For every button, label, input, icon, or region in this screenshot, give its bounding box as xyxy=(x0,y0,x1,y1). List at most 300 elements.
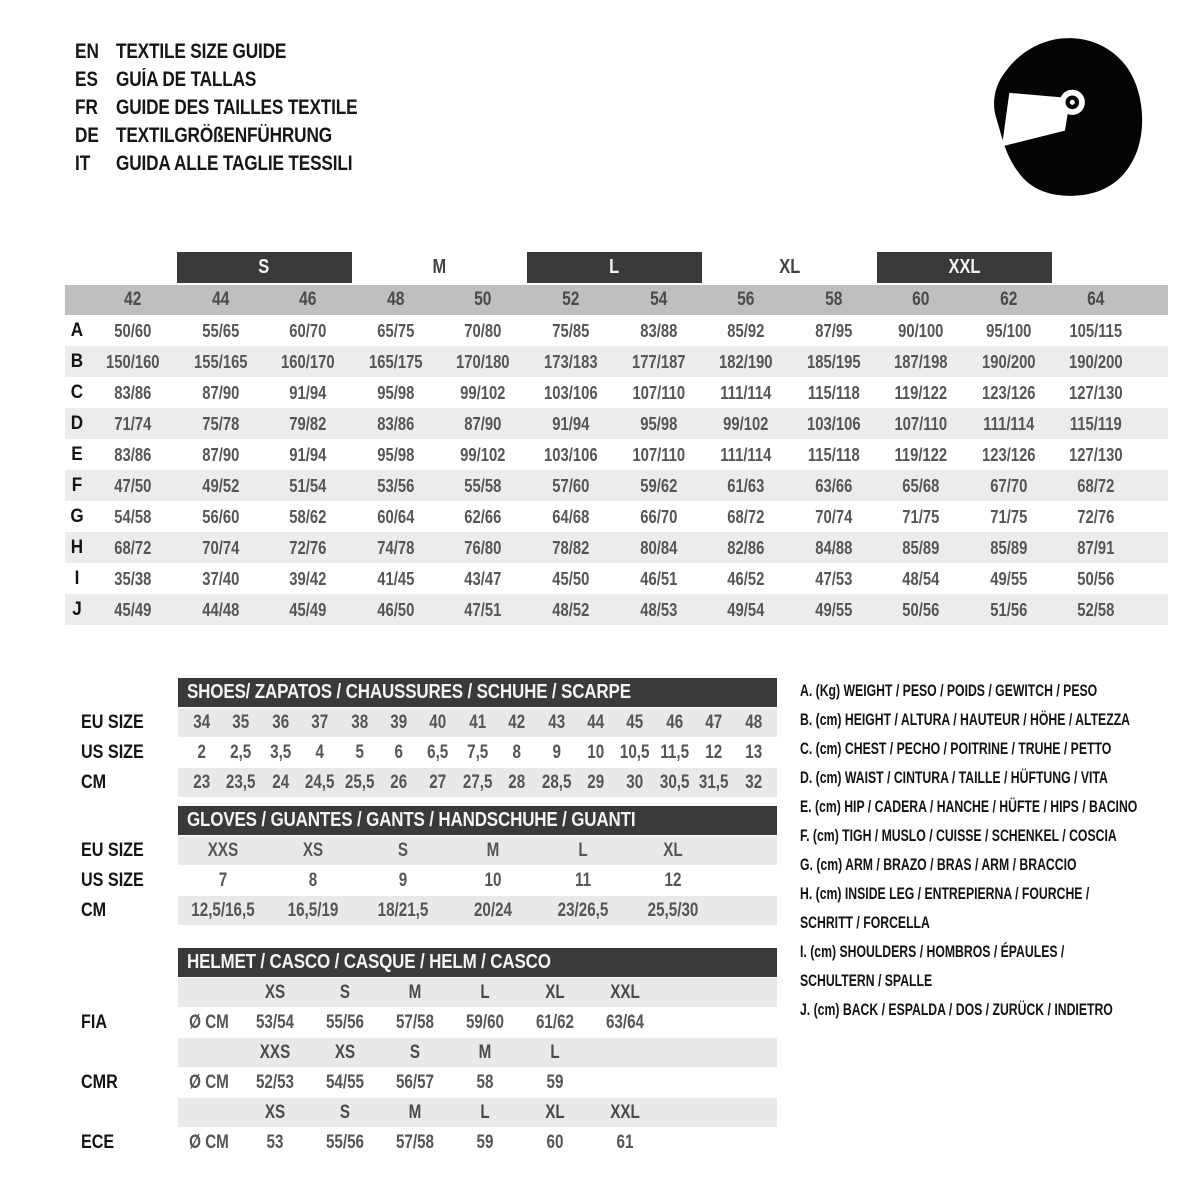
row-label: CM xyxy=(81,899,107,921)
size-value-cell: 190/200 xyxy=(981,350,1036,372)
language-row xyxy=(75,150,357,178)
size-value-cell: 111/114 xyxy=(720,381,772,403)
size-column-header: 42 xyxy=(124,289,142,310)
language-code: IT xyxy=(75,152,91,175)
size-table-row-g xyxy=(65,501,1168,532)
size-value-cell: 85/89 xyxy=(990,536,1028,558)
row-label: CM xyxy=(81,771,107,793)
shoes-size-table xyxy=(81,678,777,798)
ece-size-labels xyxy=(178,1098,777,1127)
size-value-cell: 49/55 xyxy=(814,598,852,620)
legend-line: J. (cm) BACK / ESPALDA / DOS / ZURÜCK / INDIETRO xyxy=(800,1000,1113,1019)
size-value-cell: 80/84 xyxy=(639,536,677,558)
helmet-size-label: XXL xyxy=(610,1101,640,1123)
size-value-cell: 177/187 xyxy=(631,350,686,372)
size-value-cell: 165/175 xyxy=(368,350,423,372)
row-key: C xyxy=(70,381,84,403)
size-column-header: 60 xyxy=(912,289,930,310)
size-value-cell: 60/70 xyxy=(289,319,327,341)
helmet-value-cell: 59 xyxy=(546,1071,564,1093)
shoes-eu-values xyxy=(178,708,777,737)
size-group-header-row xyxy=(65,252,1168,283)
helmet-size-label: XS xyxy=(264,1101,286,1123)
cmr-size-labels xyxy=(178,1038,777,1067)
glove-size-cell: 9 xyxy=(398,869,408,891)
size-value-cell: 87/90 xyxy=(201,443,239,465)
size-value-cell: 87/91 xyxy=(1077,536,1115,558)
helmet-value-cell: 53/54 xyxy=(255,1011,295,1033)
helmet-value-cell: 63/64 xyxy=(605,1011,645,1033)
size-column-header: 46 xyxy=(299,289,317,310)
size-value-cell: 61/63 xyxy=(727,474,765,496)
shoe-size-cell: 7,5 xyxy=(466,741,489,763)
glove-size-cell: 8 xyxy=(308,869,318,891)
numeric-size-header-row xyxy=(65,285,1168,315)
size-value-cell: 53/56 xyxy=(377,474,415,496)
shoe-size-cell: 48 xyxy=(744,711,762,733)
glove-size-cell: 18/21,5 xyxy=(377,899,429,921)
size-value-cell: 44/48 xyxy=(201,598,239,620)
legend-line: E. (cm) HIP / CADERA / HANCHE / HÜFTE / HIPS / BACINO xyxy=(800,797,1138,816)
size-value-cell: 119/122 xyxy=(894,381,948,403)
size-value-cell: 91/94 xyxy=(289,443,327,465)
helmet-size-label: XXL xyxy=(610,981,640,1003)
shoe-size-cell: 36 xyxy=(272,711,289,733)
size-value-cell: 51/56 xyxy=(990,598,1028,620)
size-column-header: 64 xyxy=(1087,289,1105,310)
language-code: ES xyxy=(75,68,98,91)
racing-helmet-icon xyxy=(982,28,1150,206)
size-value-cell: 185/195 xyxy=(806,350,861,372)
size-group-m: M xyxy=(432,256,447,278)
size-value-cell: 105/115 xyxy=(1069,319,1123,341)
language-row xyxy=(75,94,357,122)
size-value-cell: 71/74 xyxy=(114,412,152,434)
glove-size-cell: 25,5/30 xyxy=(647,899,699,921)
size-value-cell: 49/54 xyxy=(727,598,765,620)
size-value-cell: 50/56 xyxy=(902,598,940,620)
size-value-cell: 103/106 xyxy=(543,381,598,403)
shoe-size-cell: 27 xyxy=(429,771,447,793)
gloves-cm-values xyxy=(178,896,777,925)
measurement-legend xyxy=(800,676,1192,1024)
legend-line: C. (cm) CHEST / PECHO / POITRINE / TRUHE / PETTO xyxy=(800,739,1112,758)
size-value-cell: 70/74 xyxy=(201,536,239,558)
size-value-cell: 39/42 xyxy=(289,567,327,589)
size-value-cell: 48/52 xyxy=(552,598,590,620)
spacer xyxy=(81,978,178,1007)
helmet-size-label: L xyxy=(480,981,490,1003)
row-key: J xyxy=(72,598,82,620)
shoes-eu-row xyxy=(81,708,777,737)
spacer xyxy=(81,806,178,835)
size-value-cell: 45/50 xyxy=(552,567,590,589)
helmet-ece-sizes-row xyxy=(81,1098,777,1127)
helmet-size-label: XL xyxy=(545,981,565,1003)
size-value-cell: 52/58 xyxy=(1077,598,1115,620)
legend-line: F. (cm) TIGH / MUSLO / CUISSE / SCHENKEL / COSCIA xyxy=(800,826,1117,845)
shoe-size-cell: 24,5 xyxy=(305,771,335,793)
cmr-values xyxy=(178,1068,777,1097)
size-value-cell: 123/126 xyxy=(981,443,1036,465)
size-value-cell: 55/65 xyxy=(201,319,239,341)
glove-size-cell: 7 xyxy=(218,869,228,891)
helmet-size-label: L xyxy=(550,1041,560,1063)
size-column-header: 44 xyxy=(211,289,230,310)
shoe-size-cell: 30 xyxy=(626,771,644,793)
guide-title: TEXTILGRÖßENFÜHRUNG xyxy=(116,124,332,147)
size-value-cell: 71/75 xyxy=(990,505,1028,527)
language-row xyxy=(75,66,357,94)
shoe-size-cell: 31,5 xyxy=(699,771,729,793)
size-value-cell: 87/90 xyxy=(201,381,239,403)
gloves-eu-row xyxy=(81,836,777,865)
size-value-cell: 103/106 xyxy=(806,412,861,434)
diameter-unit-cell: Ø CM xyxy=(189,1071,229,1093)
shoes-us-row xyxy=(81,738,777,767)
size-value-cell: 70/80 xyxy=(464,319,502,341)
size-value-cell: 182/190 xyxy=(719,350,773,372)
shoe-size-cell: 9 xyxy=(552,741,561,763)
shoe-size-cell: 10 xyxy=(587,741,605,763)
size-value-cell: 115/119 xyxy=(1070,412,1123,434)
glove-size-cell: XS xyxy=(302,839,324,861)
size-value-cell: 37/40 xyxy=(201,567,239,589)
size-value-cell: 95/98 xyxy=(377,443,415,465)
size-value-cell: 49/52 xyxy=(201,474,239,496)
spacer xyxy=(81,1098,178,1127)
gloves-us-row xyxy=(81,866,777,895)
spacer xyxy=(81,1038,178,1067)
shoe-size-cell: 2,5 xyxy=(230,741,252,763)
guide-title: GUIDE DES TAILLES TEXTILE xyxy=(116,96,358,119)
size-group-xxl: XXL xyxy=(877,252,1052,283)
shoes-header-row xyxy=(81,678,777,707)
language-code: EN xyxy=(75,40,99,63)
size-value-cell: 45/49 xyxy=(289,598,327,620)
size-value-cell: 60/64 xyxy=(377,505,415,527)
size-value-cell: 67/70 xyxy=(990,474,1028,496)
glove-size-cell: XXS xyxy=(207,839,239,861)
helmet-fia-sizes-row xyxy=(81,978,777,1007)
legend-line: SCHULTERN / SPALLE xyxy=(800,971,933,990)
row-key: H xyxy=(70,536,84,558)
size-value-cell: 127/130 xyxy=(1069,443,1123,465)
size-value-cell: 47/51 xyxy=(464,598,502,620)
size-column-header: 52 xyxy=(562,289,580,310)
shoe-size-cell: 6,5 xyxy=(427,741,449,763)
shoe-size-cell: 4 xyxy=(315,741,325,763)
size-value-cell: 91/94 xyxy=(289,381,327,403)
size-value-cell: 85/89 xyxy=(902,536,940,558)
shoe-size-cell: 35 xyxy=(232,711,250,733)
size-group-xl: XL xyxy=(779,256,801,278)
size-value-cell: 83/86 xyxy=(377,412,415,434)
helmet-value-cell: 61/62 xyxy=(535,1011,575,1033)
row-label-ece: ECE xyxy=(81,1131,115,1153)
size-value-cell: 58/62 xyxy=(289,505,327,527)
size-table-row-e xyxy=(65,439,1168,470)
helmet-size-label: M xyxy=(408,1101,422,1123)
row-label-cmr: CMR xyxy=(81,1071,118,1093)
row-key: D xyxy=(70,412,84,434)
language-title-list xyxy=(75,38,419,178)
size-value-cell: 65/68 xyxy=(902,474,940,496)
size-value-cell: 41/45 xyxy=(377,567,415,589)
size-value-cell: 115/118 xyxy=(807,443,860,465)
size-value-cell: 57/60 xyxy=(552,474,590,496)
legend-line: G. (cm) ARM / BRAZO / BRAS / ARM / BRACCIO xyxy=(800,855,1077,874)
glove-size-cell: S xyxy=(397,839,409,861)
size-value-cell: 190/200 xyxy=(1069,350,1123,372)
legend-line: B. (cm) HEIGHT / ALTURA / HAUTEUR / HÖHE / ALTEZZA xyxy=(800,710,1131,729)
shoe-size-cell: 12 xyxy=(705,741,723,763)
helmet-value-cell: 58 xyxy=(476,1071,494,1093)
size-value-cell: 103/106 xyxy=(543,443,598,465)
size-column-header: 48 xyxy=(386,289,405,310)
size-value-cell: 99/102 xyxy=(460,443,506,465)
helmet-size-label: S xyxy=(409,1041,421,1063)
gloves-header-row xyxy=(81,806,777,835)
row-key: B xyxy=(70,350,84,372)
size-value-cell: 62/66 xyxy=(464,505,502,527)
legend-line: SCHRITT / FORCELLA xyxy=(800,913,930,932)
size-value-cell: 111/114 xyxy=(720,443,772,465)
size-value-cell: 68/72 xyxy=(727,505,765,527)
shoe-size-cell: 43 xyxy=(547,711,565,733)
guide-title: GUÍA DE TALLAS xyxy=(116,68,257,91)
size-column-header: 58 xyxy=(824,289,843,310)
size-value-cell: 90/100 xyxy=(898,319,944,341)
shoe-size-cell: 28 xyxy=(508,771,526,793)
shoe-size-cell: 40 xyxy=(429,711,447,733)
size-value-cell: 68/72 xyxy=(1077,474,1115,496)
helmet-value-cell: 54/55 xyxy=(325,1071,365,1093)
size-column-header: 56 xyxy=(737,289,755,310)
textile-size-table xyxy=(65,252,1168,625)
size-value-cell: 99/102 xyxy=(460,381,506,403)
shoe-size-cell: 25,5 xyxy=(344,771,375,793)
shoe-size-cell: 47 xyxy=(705,711,723,733)
size-value-cell: 170/180 xyxy=(456,350,510,372)
spacer xyxy=(81,948,178,977)
size-value-cell: 79/82 xyxy=(289,412,327,434)
size-value-cell: 78/82 xyxy=(552,536,590,558)
helmet-value-cell: 57/58 xyxy=(395,1011,435,1033)
size-value-cell: 68/72 xyxy=(114,536,152,558)
row-label: EU SIZE xyxy=(81,711,144,733)
size-value-cell: 46/52 xyxy=(727,567,765,589)
helmet-size-table xyxy=(81,948,777,1158)
helmet-size-label: M xyxy=(478,1041,492,1063)
size-value-cell: 47/53 xyxy=(814,567,852,589)
size-column-header: 54 xyxy=(649,289,667,310)
shoe-size-cell: 5 xyxy=(355,741,364,763)
size-value-cell: 59/62 xyxy=(639,474,677,496)
helmet-value-cell: 60 xyxy=(546,1131,564,1153)
language-row xyxy=(75,38,357,66)
size-value-cell: 70/74 xyxy=(814,505,852,527)
glove-size-cell: L xyxy=(578,839,588,861)
size-value-cell: 54/58 xyxy=(114,505,152,527)
glove-size-cell: 16,5/19 xyxy=(287,899,339,921)
row-label: US SIZE xyxy=(81,869,144,891)
size-value-cell: 64/68 xyxy=(552,505,590,527)
helmet-cmr-values-row xyxy=(81,1068,777,1097)
size-value-cell: 99/102 xyxy=(723,412,769,434)
gloves-title-bar: GLOVES / GUANTES / GANTS / HANDSCHUHE / GUANTI xyxy=(178,806,777,835)
size-value-cell: 95/98 xyxy=(639,412,677,434)
shoe-size-cell: 23 xyxy=(193,771,211,793)
size-group-s: S xyxy=(177,252,352,283)
legend-line: A. (Kg) WEIGHT / PESO / POIDS / GEWITCH / PESO xyxy=(800,681,1098,700)
helmet-size-label: S xyxy=(339,1101,351,1123)
size-table-row-h xyxy=(65,532,1168,563)
shoe-size-cell: 11,5 xyxy=(660,741,689,763)
helmet-size-label: L xyxy=(480,1101,490,1123)
size-value-cell: 82/86 xyxy=(727,536,765,558)
legend-line: I. (cm) SHOULDERS / HOMBROS / ÉPAULES / xyxy=(800,942,1065,961)
helmet-value-cell: 56/57 xyxy=(395,1071,435,1093)
gloves-us-values xyxy=(178,866,777,895)
shoe-size-cell: 45 xyxy=(626,711,644,733)
fia-values xyxy=(178,1008,777,1037)
size-value-cell: 84/88 xyxy=(814,536,852,558)
size-value-cell: 50/60 xyxy=(114,319,152,341)
helmet-ece-values-row xyxy=(81,1128,777,1157)
shoes-us-values xyxy=(178,738,777,767)
shoe-size-cell: 37 xyxy=(311,711,329,733)
size-column-header: 50 xyxy=(474,289,492,310)
size-value-cell: 111/114 xyxy=(983,412,1035,434)
shoe-size-cell: 3,5 xyxy=(269,741,292,763)
helmet-size-label: XL xyxy=(545,1101,565,1123)
helmet-value-cell: 55/56 xyxy=(325,1011,365,1033)
row-key: E xyxy=(71,443,83,465)
gloves-size-table xyxy=(81,806,777,926)
glove-size-cell: 12 xyxy=(664,869,682,891)
legend-line: H. (cm) INSIDE LEG / ENTREPIERNA / FOURCHE / xyxy=(800,884,1090,903)
shoe-size-cell: 8 xyxy=(512,741,522,763)
legend-line: D. (cm) WAIST / CINTURA / TAILLE / HÜFTUNG / VITA xyxy=(800,768,1108,787)
helmet-size-label: XS xyxy=(264,981,286,1003)
helmet-size-label: XS xyxy=(334,1041,356,1063)
size-value-cell: 56/60 xyxy=(201,505,239,527)
glove-size-cell: 11 xyxy=(574,869,592,891)
row-key: I xyxy=(74,567,80,589)
size-value-cell: 115/118 xyxy=(807,381,860,403)
diameter-unit-cell: Ø CM xyxy=(189,1131,229,1153)
size-value-cell: 45/49 xyxy=(114,598,152,620)
size-value-cell: 49/55 xyxy=(990,567,1028,589)
size-value-cell: 43/47 xyxy=(464,567,502,589)
size-value-cell: 150/160 xyxy=(106,350,160,372)
size-value-cell: 119/122 xyxy=(894,443,948,465)
size-value-cell: 72/76 xyxy=(1077,505,1115,527)
helmet-value-cell: 55/56 xyxy=(325,1131,365,1153)
row-label: US SIZE xyxy=(81,741,144,763)
size-group-l: L xyxy=(527,252,702,283)
size-value-cell: 63/66 xyxy=(814,474,852,496)
helmet-fia-values-row xyxy=(81,1008,777,1037)
diameter-unit-cell: Ø CM xyxy=(189,1011,229,1033)
size-column-header: 62 xyxy=(999,289,1018,310)
size-value-cell: 155/165 xyxy=(193,350,248,372)
guide-title: GUIDA ALLE TAGLIE TESSILI xyxy=(116,152,353,175)
size-table-row-d xyxy=(65,408,1168,439)
language-row xyxy=(75,122,357,150)
glove-size-cell: 12,5/16,5 xyxy=(191,899,255,921)
size-value-cell: 83/88 xyxy=(639,319,677,341)
helmet-size-label: XXS xyxy=(259,1041,291,1063)
shoe-size-cell: 29 xyxy=(587,771,605,793)
size-value-cell: 173/183 xyxy=(543,350,598,372)
shoe-size-cell: 39 xyxy=(390,711,408,733)
shoe-size-cell: 23,5 xyxy=(226,771,256,793)
size-table-row-c xyxy=(65,377,1168,408)
glove-size-cell: 20/24 xyxy=(473,899,513,921)
size-table-row-b xyxy=(65,346,1168,377)
size-value-cell: 47/50 xyxy=(114,474,152,496)
row-key: A xyxy=(70,319,84,341)
shoe-size-cell: 46 xyxy=(666,711,683,733)
row-key: F xyxy=(71,474,83,496)
shoes-cm-row xyxy=(81,768,777,797)
size-value-cell: 95/98 xyxy=(377,381,415,403)
guide-title: TEXTILE SIZE GUIDE xyxy=(116,40,287,63)
helmet-value-cell: 59/60 xyxy=(465,1011,505,1033)
row-label-fia: FIA xyxy=(81,1011,108,1033)
helmet-size-label: M xyxy=(408,981,422,1003)
row-label: EU SIZE xyxy=(81,839,144,861)
size-value-cell: 107/110 xyxy=(631,443,685,465)
glove-size-cell: 23/26,5 xyxy=(557,899,609,921)
glove-size-cell: 10 xyxy=(484,869,502,891)
size-value-cell: 51/54 xyxy=(289,474,327,496)
helmet-size-label: S xyxy=(339,981,351,1003)
shoe-size-cell: 42 xyxy=(508,711,526,733)
gloves-cm-row xyxy=(81,896,777,925)
size-table-row-a xyxy=(65,315,1168,346)
shoe-size-cell: 26 xyxy=(390,771,408,793)
shoe-size-cell: 13 xyxy=(744,741,762,763)
shoe-size-cell: 27,5 xyxy=(462,771,493,793)
size-value-cell: 127/130 xyxy=(1069,381,1123,403)
language-code: FR xyxy=(75,96,98,119)
size-value-cell: 71/75 xyxy=(902,505,940,527)
shoe-size-cell: 28,5 xyxy=(541,771,572,793)
row-key: G xyxy=(70,505,84,527)
helmet-value-cell: 57/58 xyxy=(395,1131,435,1153)
size-value-cell: 83/86 xyxy=(114,443,152,465)
size-value-cell: 55/58 xyxy=(464,474,502,496)
size-value-cell: 95/100 xyxy=(985,319,1032,341)
glove-size-cell: XL xyxy=(663,839,683,861)
size-value-cell: 187/198 xyxy=(894,350,948,372)
shoe-size-cell: 10,5 xyxy=(620,741,650,763)
helmet-value-cell: 53 xyxy=(266,1131,284,1153)
shoe-size-cell: 30,5 xyxy=(659,771,690,793)
language-code: DE xyxy=(75,124,99,147)
helmet-header-row xyxy=(81,948,777,977)
size-value-cell: 75/85 xyxy=(552,319,590,341)
size-value-cell: 83/86 xyxy=(114,381,152,403)
size-value-cell: 85/92 xyxy=(727,319,765,341)
size-value-cell: 48/54 xyxy=(902,567,940,589)
shoe-size-cell: 6 xyxy=(394,741,403,763)
helmet-value-cell: 61 xyxy=(616,1131,634,1153)
size-value-cell: 107/110 xyxy=(631,381,685,403)
